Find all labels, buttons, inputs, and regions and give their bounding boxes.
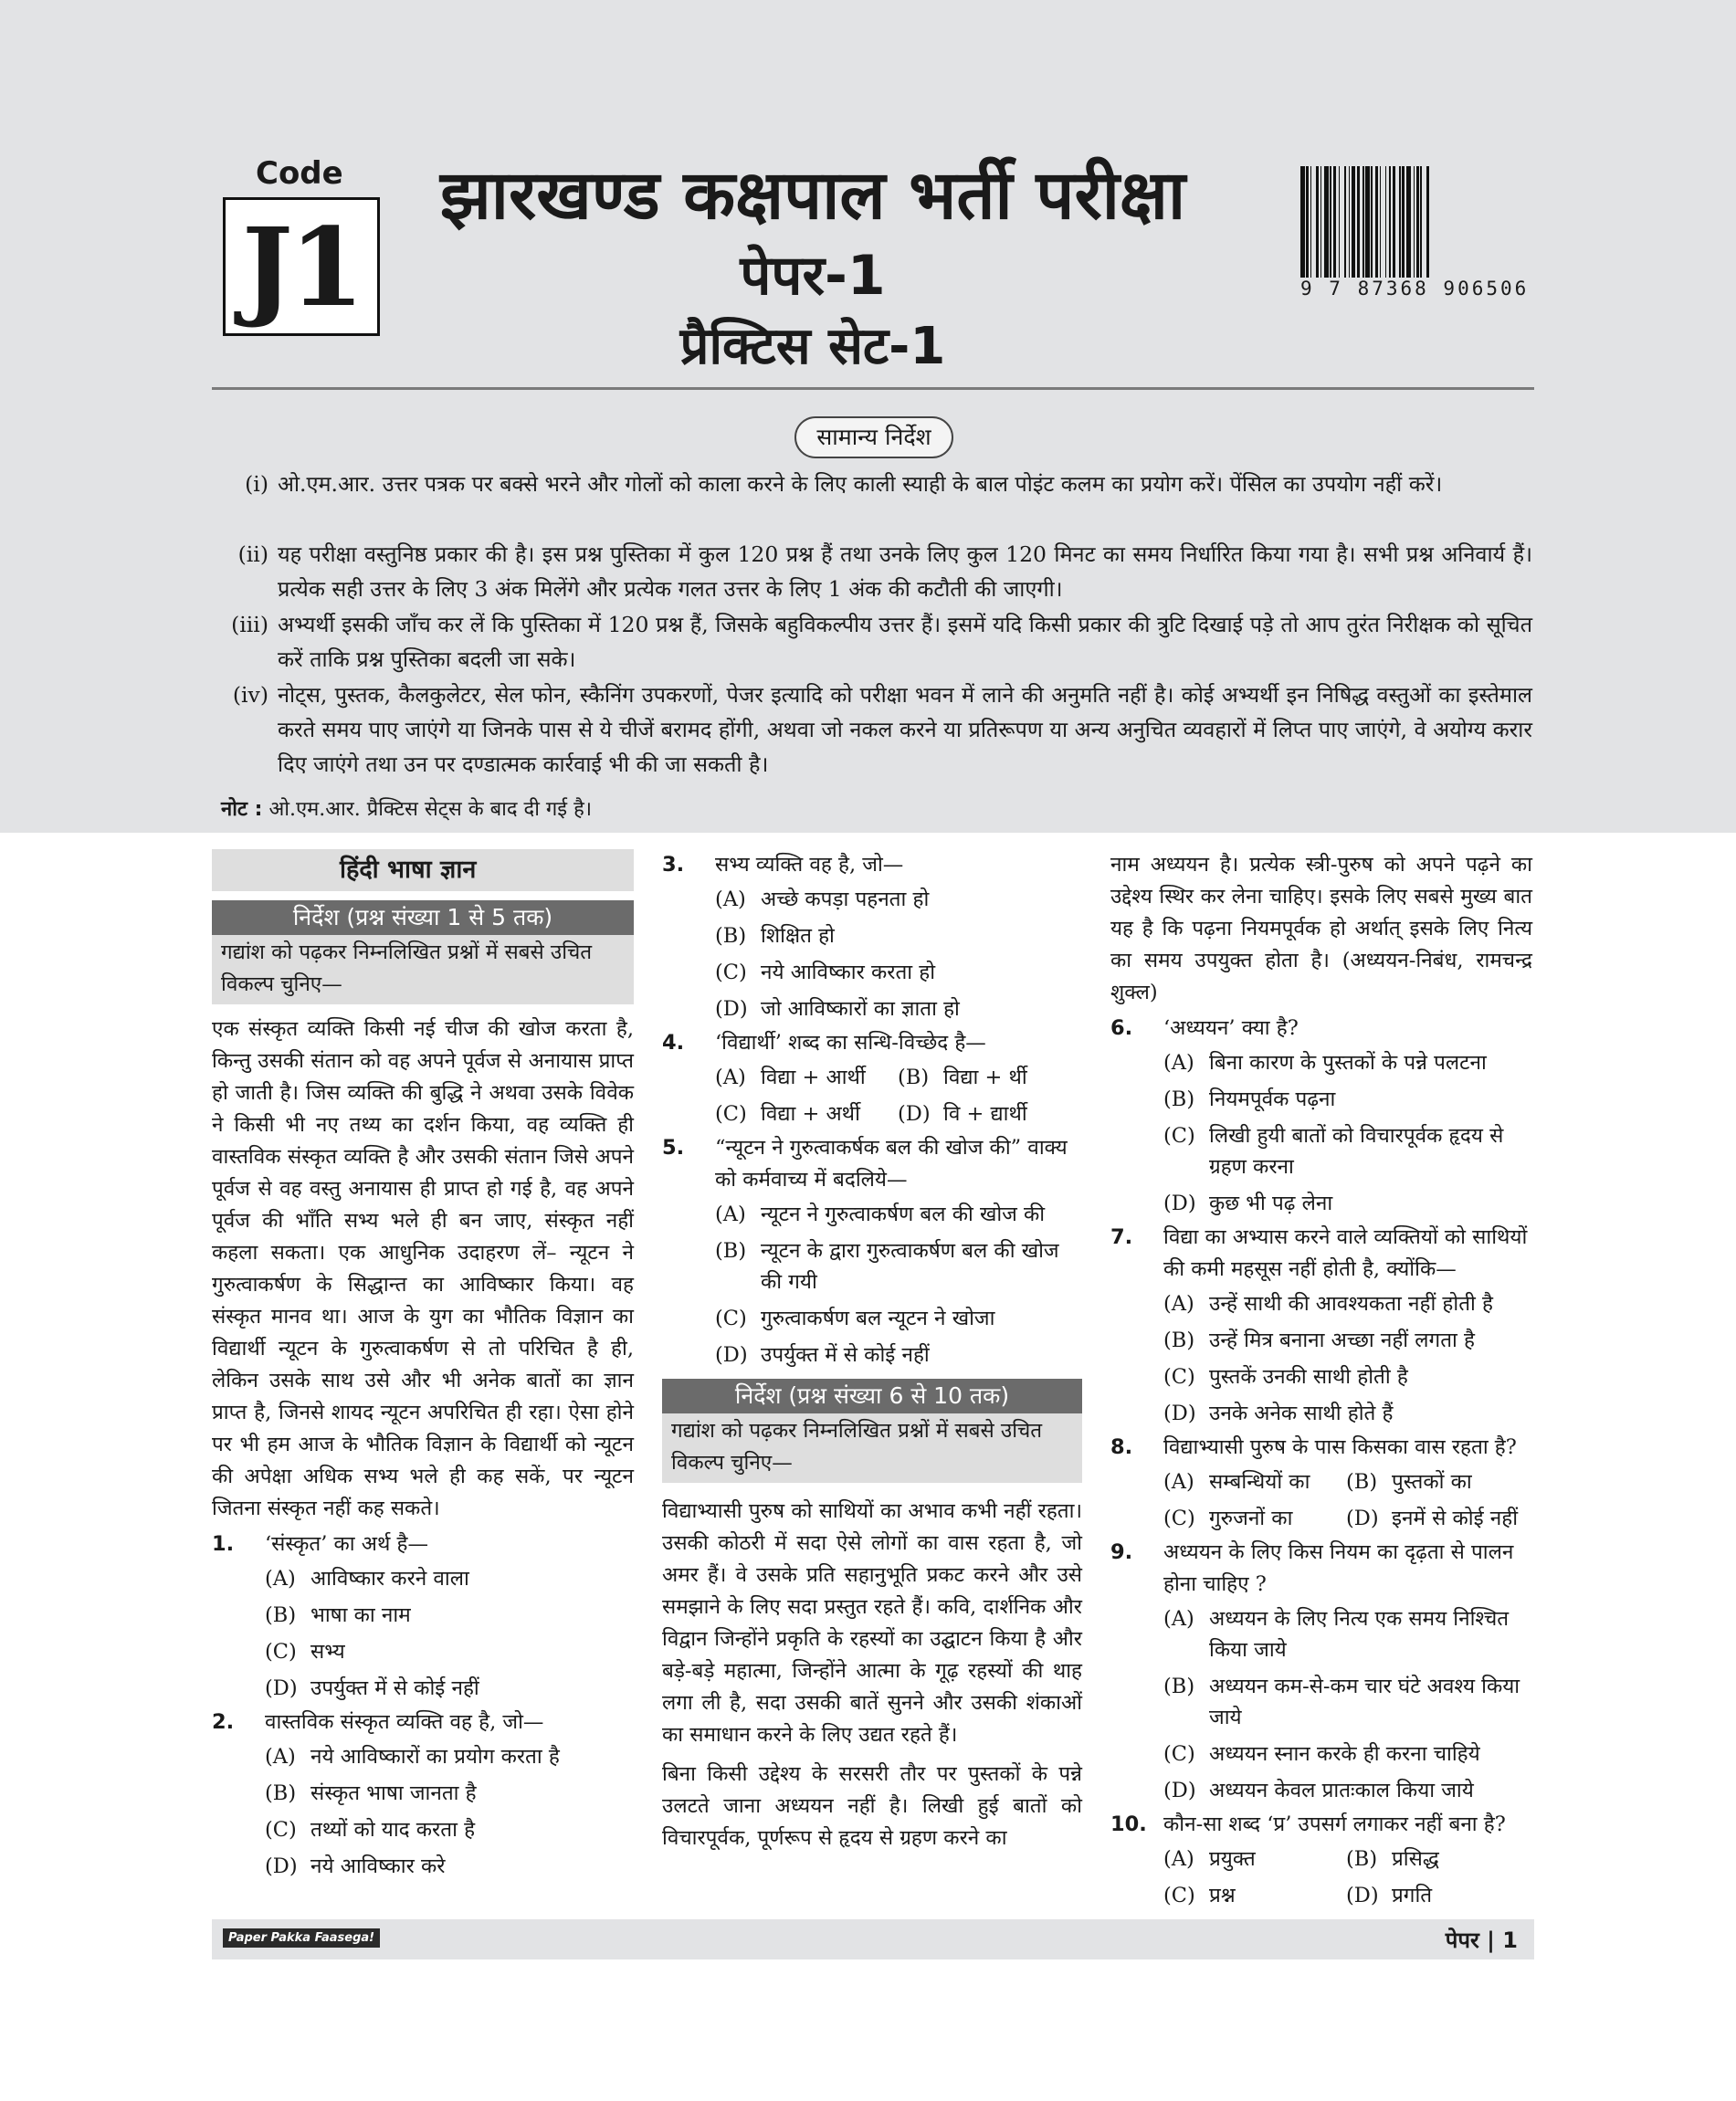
option-text: उन्हें मित्र बनाना अच्छा नहीं लगता है <box>1209 1329 1475 1352</box>
option-b[interactable] <box>1346 1841 1529 1877</box>
question-number: 6. <box>1110 1016 1133 1040</box>
option-b[interactable] <box>662 918 1082 954</box>
question-text: सभ्य व्यक्ति वह है, जो— <box>715 853 904 877</box>
option-text: अध्ययन के लिए नित्य एक समय निश्चित किया जाये <box>1209 1607 1510 1662</box>
option-text: अच्छे कपड़ा पहनता हो <box>761 888 930 911</box>
instruction-item <box>217 607 1532 677</box>
option-text: सम्बन्धियों का <box>1209 1470 1310 1494</box>
option-label: (A) <box>715 1203 746 1226</box>
passage: नाम अध्ययन है। प्रत्येक स्त्री-पुरुष को अपने पढ़ने का उद्देश्य स्थिर कर लेना चाहिए। इसके लिए सबसे मुख्य बात यह है कि पढ़ना नियमपूर्वक हो अर्थात् इसके लिए नित्य का समय उपयुक्त होता है। (अध्ययन-निबंध, रामचन्द्र शुक्ल) <box>1110 853 1532 1004</box>
option-label: (D) <box>898 1102 931 1126</box>
question-number: 2. <box>212 1710 235 1734</box>
instruction-text: यह परीक्षा वस्तुनिष्ठ प्रकार की है। इस प्रश्न पुस्तिका में कुल 120 प्रश्न हैं तथा उनके लिए कुल 120 मिनट का समय निर्धारित किया गया है। सभी प्रश्न अनिवार्य हैं। प्रत्येक सही उत्तर के लिए 3 अंक मिलेंगे और प्रत्येक गलत उत्तर के लिए 1 अंक की कटौती की जाएगी। <box>278 541 1532 602</box>
option-b[interactable] <box>1110 1668 1532 1736</box>
option-d[interactable] <box>1110 1772 1532 1809</box>
option-c[interactable] <box>1163 1500 1346 1537</box>
question <box>1110 1013 1532 1045</box>
option-label: (B) <box>1346 1470 1378 1494</box>
option-label: (D) <box>1346 1884 1379 1907</box>
option-text: जो आविष्कारों का ज्ञाता हो <box>761 997 960 1021</box>
option-row <box>1110 1464 1532 1500</box>
option-label: (C) <box>715 1307 747 1330</box>
code-value: J1 <box>242 203 361 331</box>
option-text: लिखी हुयी बातों को विचारपूर्वक हृदय से ग्रहण करना <box>1209 1124 1504 1179</box>
option-label: (B) <box>1163 1329 1195 1352</box>
instruction-text: नोट्स, पुस्तक, कैलकुलेटर, सेल फोन, स्कैनिंग उपकरणों, पेजर इत्यादि को परीक्षा भवन में लाने की अनुमति नहीं है। कोई अभ्यर्थी इन निषिद्ध वस्तुओं का इस्तेमाल करते समय पाए जाएंगे या जिनके पास से ये चीजें बरामद होंगी, अथवा जो नकल करने या प्रतिरूपण या अन्य अनुचित व्यवहारों में लिप्त पाए जाएंगे, वे अयोग्य करार दिए जाएंगे तथा उन पर दण्डात्मक कार्रवाई भी की जा सकती है। <box>278 682 1532 777</box>
barcode <box>1300 166 1536 299</box>
option-label: (D) <box>265 1854 298 1878</box>
option-a[interactable] <box>1110 1286 1532 1322</box>
option-label: (A) <box>265 1745 296 1769</box>
option-label: (B) <box>265 1603 297 1627</box>
option-text: शिक्षित हो <box>761 924 835 948</box>
passage: बिना किसी उद्देश्य के सरसरी तौर पर पुस्तकों के पन्ने उलटते जाना अध्ययन नहीं है। लिखी हुई बातों को विचारपूर्वक, पूर्णरूप से हृदय से ग्रहण करने का <box>662 1762 1082 1850</box>
option-c[interactable] <box>662 1300 1082 1337</box>
note-label: नोट : <box>221 798 263 821</box>
option-text: आविष्कार करने वाला <box>310 1567 469 1591</box>
instruction-number: (i) <box>245 471 268 497</box>
note <box>221 794 592 822</box>
passage: विद्याभ्यासी पुरुष को साथियों का अभाव कभी नहीं रहता। उसकी कोठरी में सदा ऐसे लोगों का वास रहता है, जो अमर हैं। वे उसके प्रति सहानुभूति प्रकट करने और उसे समझाने के लिए सदा प्रस्तुत रहते हैं। कवि, दार्शनिक और विद्वान जिन्होंने प्रकृति के रहस्यों का उद्घाटन किया है और बड़े-बड़े महात्मा, जिन्होंने आत्मा के गूढ़ रहस्यों की थाह लगा ली है, सदा उसकी बातें सुनने और उसकी शंकाओं का समाधान करने के लिए उद्यत रहते हैं। <box>662 1499 1082 1747</box>
option-b[interactable] <box>662 1233 1082 1300</box>
option-c[interactable] <box>1110 1736 1532 1772</box>
question-text: ‘संस्कृत’ का अर्थ है— <box>265 1532 428 1556</box>
instruction-number: (iv) <box>232 682 268 708</box>
column-2 <box>662 849 1082 1854</box>
instruction-item <box>217 678 1532 782</box>
option-text: भाषा का नाम <box>310 1603 411 1627</box>
option-a[interactable] <box>715 1059 898 1096</box>
option-c[interactable] <box>1110 1359 1532 1395</box>
option-label: (A) <box>1163 1847 1194 1871</box>
direction-text: गद्यांश को पढ़कर निम्नलिखित प्रश्नों में सबसे उचित विकल्प चुनिए— <box>662 1413 1082 1483</box>
question <box>1110 1222 1532 1286</box>
question-number: 1. <box>212 1532 235 1556</box>
brand-logo: Paper Pakka Faasega! <box>223 1928 380 1948</box>
option-text: उनके अनेक साथी होते हैं <box>1209 1402 1394 1425</box>
question-text: “न्यूटन ने गुरुत्वाकर्षक बल की खोज की” वाक्य को कर्मवाच्य में बदलिये— <box>715 1136 1068 1192</box>
option-a[interactable] <box>212 1560 634 1597</box>
option-row <box>1110 1500 1532 1537</box>
option-text: वि + द्यार्थी <box>943 1102 1027 1126</box>
option-label: (D) <box>715 1343 748 1367</box>
option-c[interactable] <box>662 954 1082 991</box>
direction-bar: निर्देश (प्रश्न संख्या 6 से 10 तक) <box>662 1379 1082 1413</box>
option-row <box>662 1059 1082 1096</box>
header-divider <box>212 387 1534 390</box>
option-label: (C) <box>1163 1742 1195 1766</box>
option-label: (C) <box>715 961 747 984</box>
question <box>212 1707 634 1739</box>
instruction-item <box>217 537 1532 606</box>
option-b[interactable] <box>1110 1081 1532 1118</box>
option-text: प्रयुक्त <box>1209 1847 1256 1871</box>
option-text: उपर्युक्त में से कोई नहीं <box>310 1676 479 1700</box>
option-text: उन्हें साथी की आवश्यकता नहीं होती है <box>1209 1292 1493 1316</box>
option-b[interactable] <box>1346 1464 1529 1500</box>
option-label: (A) <box>1163 1051 1194 1075</box>
question-number: 9. <box>1110 1540 1133 1564</box>
option-label: (A) <box>1163 1607 1194 1631</box>
instruction-number: (iii) <box>231 612 268 637</box>
option-label: (C) <box>265 1640 297 1664</box>
option-d[interactable] <box>212 1670 634 1707</box>
option-text: पुस्तकें उनकी साथी होती है <box>1209 1365 1408 1389</box>
option-text: प्रसिद्ध <box>1392 1847 1439 1871</box>
option-text: प्रगति <box>1392 1884 1433 1907</box>
option-label: (D) <box>1163 1192 1196 1215</box>
option-a[interactable] <box>662 881 1082 918</box>
option-a[interactable] <box>1163 1841 1346 1877</box>
instruction-number: (ii) <box>237 541 268 567</box>
option-label: (B) <box>715 924 747 948</box>
option-text: संस्कृत भाषा जानता है <box>310 1781 477 1805</box>
option-label: (C) <box>1163 1884 1195 1907</box>
option-a[interactable] <box>662 1196 1082 1233</box>
option-text: विद्या + आर्थी <box>761 1066 866 1089</box>
option-d[interactable] <box>212 1848 634 1885</box>
option-b[interactable] <box>212 1597 634 1634</box>
question-text: कौन-सा शब्द ‘प्र’ उपसर्ग लगाकर नहीं बना है? <box>1163 1812 1506 1836</box>
option-text: अध्ययन कम-से-कम चार घंटे अवश्य किया जाये <box>1209 1675 1520 1729</box>
option-c[interactable] <box>1163 1877 1346 1914</box>
option-a[interactable] <box>1163 1464 1346 1500</box>
question <box>1110 1432 1532 1464</box>
option-c[interactable] <box>212 1634 634 1670</box>
instruction-text: अभ्यर्थी इसकी जाँच कर लें कि पुस्तिका में 120 प्रश्न हैं, जिसके बहुविकल्पीय उत्तर हैं। इसमें यदि किसी प्रकार की त्रुटि दिखाई पड़े तो आप तुरंत निरीक्षक को सूचित करें ताकि प्रश्न पुस्तिका बदली जा सके। <box>278 612 1532 672</box>
option-label: (B) <box>898 1066 930 1089</box>
option-label: (B) <box>715 1239 747 1263</box>
option-text: पुस्तकों का <box>1392 1470 1472 1494</box>
option-label: (B) <box>1163 1087 1195 1111</box>
option-label: (D) <box>1163 1779 1196 1802</box>
option-label: (B) <box>1163 1675 1195 1698</box>
passage: एक संस्कृत व्यक्ति किसी नई चीज की खोज करता है, किन्तु उसकी संतान को वह अपने पूर्वज से अनायास प्राप्त हो जाती है। जिस व्यक्ति की बुद्धि ने अथवा उसके विवेक ने किसी भी नए तथ्य का दर्शन किया, वह व्यक्ति ही वास्तविक संस्कृत व्यक्ति है और उसकी संतान जिसे अपने पूर्वज से वह वस्तु अनायास ही प्राप्त हो गई है, वह अपने पूर्वज की भाँति सभ्य भले ही बन जाए, संस्कृत नहीं कहला सकता। एक आधुनिक उदाहरण लें– न्यूटन ने गुरुत्वाकर्षण के सिद्धान्त का आविष्कार किया। वह संस्कृत मानव था। आज के युग का भौतिक विज्ञान का विद्यार्थी न्यूटन के गुरुत्वाकर्षण से तो परिचित है ही, लेकिन उसके साथ उसे और भी अनेक बातों का ज्ञान प्राप्त है, जिनसे शायद न्यूटन अपरिचित ही रहा। ऐसा होने पर भी हम आज के भौतिक विज्ञान के विद्यार्थी को न्यूटन की अपेक्षा अधिक सभ्य भले ही कह सकें, पर न्यूटन जितना संस्कृत नहीं कह सकते। <box>212 1017 634 1520</box>
question-text: ‘अध्ययन’ क्या है? <box>1163 1016 1299 1040</box>
option-text: सभ्य <box>310 1640 345 1664</box>
question-text: विद्या का अभ्यास करने वाले व्यक्तियों को साथियों की कमी महसूस नहीं होती है, क्योंकि— <box>1163 1225 1528 1281</box>
option-text: उपर्युक्त में से कोई नहीं <box>761 1343 930 1367</box>
general-instructions-title: सामान्य निर्देश <box>794 416 953 458</box>
option-text: गुरुत्वाकर्षण बल न्यूटन ने खोजा <box>761 1307 995 1330</box>
option-c[interactable] <box>715 1096 898 1132</box>
option-text: न्यूटन ने गुरुत्वाकर्षण बल की खोज की <box>761 1203 1046 1226</box>
subject-heading: हिंदी भाषा ज्ञान <box>212 849 634 891</box>
option-label: (D) <box>715 997 748 1021</box>
exam-title: झारखण्ड कक्षपाल भर्ती परीक्षा <box>439 156 1186 235</box>
instruction-text: ओ.एम.आर. उत्तर पत्रक पर बक्से भरने और गोलों को काला करने के लिए काली स्याही के बाल पोइंट कलम का प्रयोग करें। पेंसिल का उपयोग नहीं करें। <box>278 471 1443 497</box>
option-label: (D) <box>1346 1507 1379 1530</box>
direction-text: गद्यांश को पढ़कर निम्नलिखित प्रश्नों में सबसे उचित विकल्प चुनिए— <box>212 935 634 1004</box>
option-label: (A) <box>715 1066 746 1089</box>
option-c[interactable] <box>212 1812 634 1848</box>
option-d[interactable] <box>1110 1185 1532 1222</box>
option-label: (C) <box>715 1102 747 1126</box>
paper-title: पेपर-1 <box>740 244 886 308</box>
option-text: अध्ययन स्नान करके ही करना चाहिये <box>1209 1742 1480 1766</box>
option-b[interactable] <box>212 1775 634 1812</box>
option-label: (C) <box>1163 1365 1195 1389</box>
option-text: अध्ययन केवल प्रातःकाल किया जाये <box>1209 1779 1474 1802</box>
option-label: (A) <box>1163 1470 1194 1494</box>
question-text: विद्याभ्यासी पुरुष के पास किसका वास रहता है? <box>1163 1435 1517 1459</box>
question-number: 3. <box>662 853 685 877</box>
question <box>662 1027 1082 1059</box>
option-label: (A) <box>265 1567 296 1591</box>
practice-set-title: प्रैक्टिस सेट-1 <box>679 317 946 376</box>
option-label: (A) <box>1163 1292 1194 1316</box>
option-text: बिना कारण के पुस्तकों के पन्ने पलटना <box>1209 1051 1487 1075</box>
option-text: नये आविष्कारों का प्रयोग करता है <box>310 1745 560 1769</box>
option-a[interactable] <box>1110 1045 1532 1081</box>
option-text: विद्या + र्थी <box>943 1066 1027 1089</box>
option-d[interactable] <box>1346 1500 1529 1537</box>
code-box <box>223 197 380 336</box>
option-label: (B) <box>265 1781 297 1805</box>
question-number: 7. <box>1110 1225 1133 1249</box>
option-text: विद्या + अर्थी <box>761 1102 860 1126</box>
option-d[interactable] <box>1346 1877 1529 1914</box>
page-number: पेपर | 1 <box>1445 1928 1518 1953</box>
option-label: (C) <box>1163 1124 1195 1148</box>
barcode-bars <box>1300 166 1536 278</box>
question <box>212 1528 634 1560</box>
option-label: (C) <box>265 1818 297 1842</box>
option-text: नये आविष्कार करे <box>310 1854 446 1878</box>
option-text: प्रश्न <box>1209 1884 1236 1907</box>
question-text: अध्ययन के लिए किस नियम का दृढ़ता से पालन होना चाहिए ? <box>1163 1540 1514 1596</box>
question-number: 5. <box>662 1136 685 1160</box>
option-row <box>1110 1841 1532 1877</box>
question-number: 4. <box>662 1031 685 1055</box>
option-c[interactable] <box>1110 1118 1532 1185</box>
footer-bar <box>212 1919 1534 1959</box>
instruction-item <box>217 467 1532 501</box>
option-d[interactable] <box>662 991 1082 1027</box>
option-text: कुछ भी पढ़ लेना <box>1209 1192 1333 1215</box>
option-label: (C) <box>1163 1507 1195 1530</box>
option-a[interactable] <box>1110 1601 1532 1668</box>
option-label: (D) <box>1163 1402 1196 1425</box>
direction-bar: निर्देश (प्रश्न संख्या 1 से 5 तक) <box>212 900 634 935</box>
option-label: (B) <box>1346 1847 1378 1871</box>
question <box>662 1132 1082 1196</box>
option-row <box>662 1096 1082 1132</box>
question-text: ‘विद्यार्थी’ शब्द का सन्धि-विच्छेद है— <box>715 1031 986 1055</box>
option-text: इनमें से कोई नहीं <box>1392 1507 1519 1530</box>
note-text: ओ.एम.आर. प्रैक्टिस सेट्स के बाद दी गई है। <box>268 798 593 821</box>
code-label: Code <box>256 155 343 192</box>
option-label: (A) <box>715 888 746 911</box>
option-text: गुरुजनों का <box>1209 1507 1293 1530</box>
option-row <box>1110 1877 1532 1914</box>
question <box>662 849 1082 881</box>
option-text: न्यूटन के द्वारा गुरुत्वाकर्षण बल की खोज की गयी <box>761 1239 1059 1294</box>
barcode-stripe <box>1429 166 1431 278</box>
option-d[interactable] <box>1110 1395 1532 1432</box>
question-text: वास्तविक संस्कृत व्यक्ति वह है, जो— <box>265 1710 544 1734</box>
column-1 <box>212 849 634 1885</box>
option-text: नियमपूर्वक पढ़ना <box>1209 1087 1336 1111</box>
question-number: 10. <box>1110 1812 1147 1836</box>
question-number: 8. <box>1110 1435 1133 1459</box>
column-3 <box>1110 849 1532 1914</box>
option-a[interactable] <box>212 1739 634 1775</box>
option-d[interactable] <box>898 1096 1080 1132</box>
option-b[interactable] <box>1110 1322 1532 1359</box>
question <box>1110 1809 1532 1841</box>
question <box>1110 1537 1532 1601</box>
option-text: नये आविष्कार करता हो <box>761 961 936 984</box>
barcode-number: 9 7 87368 906506 <box>1300 278 1530 299</box>
option-text: तथ्यों को याद करता है <box>310 1818 476 1842</box>
option-label: (D) <box>265 1676 298 1700</box>
option-d[interactable] <box>662 1337 1082 1373</box>
option-b[interactable] <box>898 1059 1080 1096</box>
